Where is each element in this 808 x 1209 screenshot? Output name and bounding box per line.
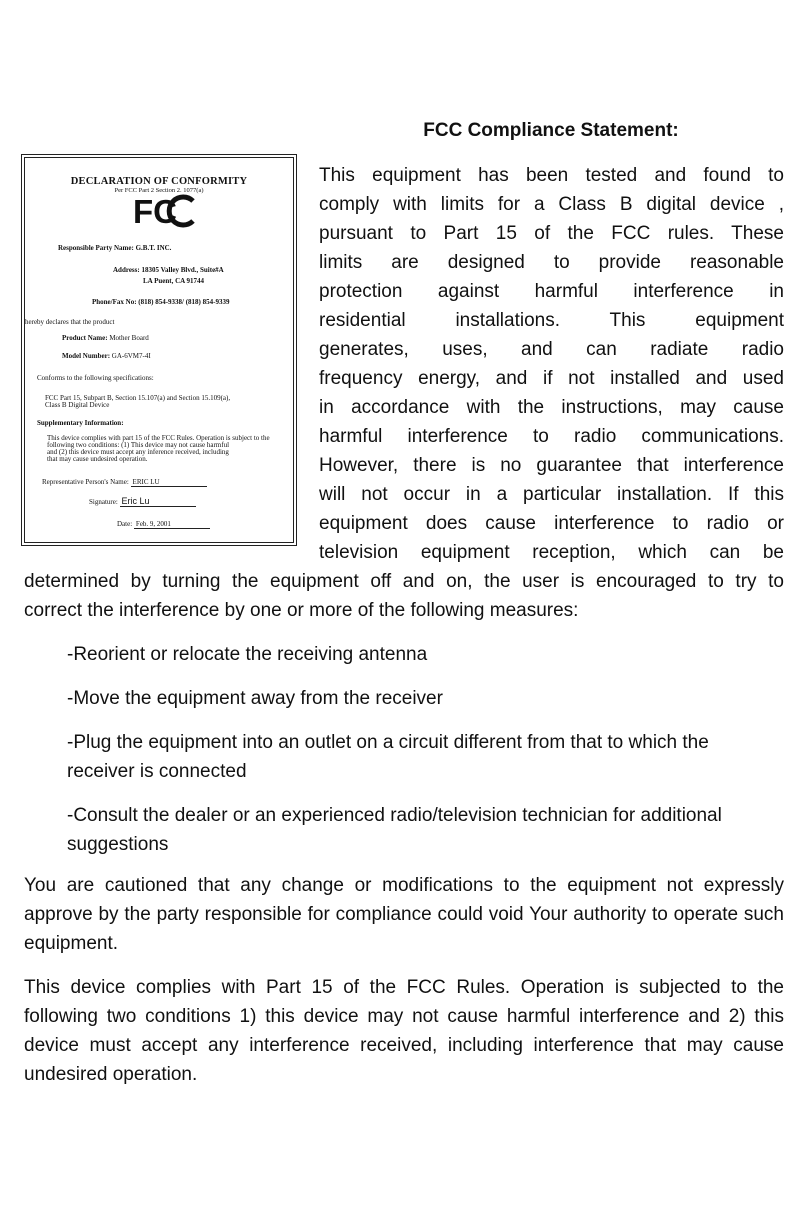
responsible-party: Responsible Party Name: G.B.T. INC. bbox=[58, 244, 172, 252]
intro-line: harmful interference to radio communications. bbox=[319, 426, 784, 447]
intro-column bbox=[319, 161, 784, 567]
signature-value: Eric Lu bbox=[120, 496, 196, 507]
conforms-text: Conforms to the following specifications: bbox=[37, 374, 154, 382]
measure-item: -Plug the equipment into an outlet on a circuit different from that to which the receiver is connected bbox=[67, 732, 709, 782]
intro-line: equipment does cause interference to radio or bbox=[319, 513, 784, 534]
address-line-1: Address: 18305 Valley Blvd., Suite#A bbox=[113, 266, 224, 274]
date: Date: Feb. 9, 2001 bbox=[117, 520, 210, 529]
intro-line: television equipment reception, which can be bbox=[319, 542, 784, 563]
spec-line-2: Class B Digital Device bbox=[45, 401, 110, 409]
supp-line-2: following two conditions: (1) This device may not cause harmful bbox=[47, 441, 230, 449]
intro-continuation bbox=[24, 567, 784, 625]
intro-full-line: determined by turning the equipment off and on, the user is encouraged to try to bbox=[24, 571, 784, 592]
intro-line: limits are designed to provide reasonable bbox=[319, 252, 784, 273]
model-number: Model Number: GA-6VM7-4I bbox=[62, 352, 151, 360]
declaration-subheading: Per FCC Part 2 Section 2. 1077(a) bbox=[114, 187, 204, 194]
intro-line: However, there is no guarantee that interference bbox=[319, 455, 784, 476]
supp-line-3: and (2) this device must accept any inference received, including bbox=[47, 448, 229, 456]
intro-line: residential installations. This equipment bbox=[319, 310, 784, 331]
fcc-logo-icon bbox=[131, 194, 197, 228]
caution-paragraph: You are cautioned that any change or modifications to the equipment not expressly approve by the party responsible for compliance could void Your authority to operate such equipment. bbox=[24, 875, 784, 954]
supplementary-label: Supplementary Information: bbox=[37, 419, 124, 427]
representative: Representative Person's Name: ERIC LU bbox=[42, 478, 207, 487]
intro-line: will not occur in a particular installation. If this bbox=[319, 484, 784, 505]
page-title: FCC Compliance Statement: bbox=[423, 120, 679, 141]
intro-line: in accordance with the instructions, may cause bbox=[319, 397, 784, 418]
supp-line-1: This device complies with part 15 of the FCC Rules. Operation is subject to the bbox=[47, 434, 270, 442]
address-line-2: LA Puent, CA 91744 bbox=[143, 277, 205, 285]
intro-line: generates, uses, and can radiate radio bbox=[319, 339, 784, 360]
intro-line: This equipment has been tested and found to bbox=[319, 165, 784, 186]
intro-line: protection against harmful interference in bbox=[319, 281, 784, 302]
compliance-paragraph: This device complies with Part 15 of the FCC Rules. Operation is subjected to the following two conditions 1) this device may not cause harmful interference and 2) this device must accept any interference received, including interference that may cause undesired operation. bbox=[24, 977, 784, 1085]
measures-list bbox=[67, 640, 784, 874]
supp-line-4: that may cause undesired operation. bbox=[47, 455, 148, 463]
intro-line: pursuant to Part 15 of the FCC rules. These bbox=[319, 223, 784, 244]
svg-text:FC: FC bbox=[133, 194, 177, 228]
phone-fax: Phone/Fax No: (818) 854-9338/ (818) 854-9339 bbox=[92, 298, 230, 306]
declares-text: hereby declares that the product bbox=[25, 318, 115, 326]
intro-full-line: correct the interference by one or more of the following measures: bbox=[24, 600, 579, 621]
intro-line: comply with limits for a Class B digital device , bbox=[319, 194, 784, 215]
intro-line: frequency energy, and if not installed and used bbox=[319, 368, 784, 389]
declaration-heading: DECLARATION OF CONFORMITY bbox=[70, 176, 248, 187]
measure-item: -Reorient or relocate the receiving antenna bbox=[67, 644, 428, 665]
signature: Signature: Eric Lu bbox=[89, 496, 196, 507]
measure-item: -Move the equipment away from the receiver bbox=[67, 688, 443, 709]
measure-item: -Consult the dealer or an experienced radio/television technician for additional suggestions bbox=[67, 805, 722, 855]
spec-line-1: FCC Part 15, Subpart B, Section 15.107(a) and Section 15.109(a), bbox=[45, 394, 231, 402]
declaration-of-conformity bbox=[24, 157, 294, 543]
product-name: Product Name: Mother Board bbox=[62, 334, 149, 342]
